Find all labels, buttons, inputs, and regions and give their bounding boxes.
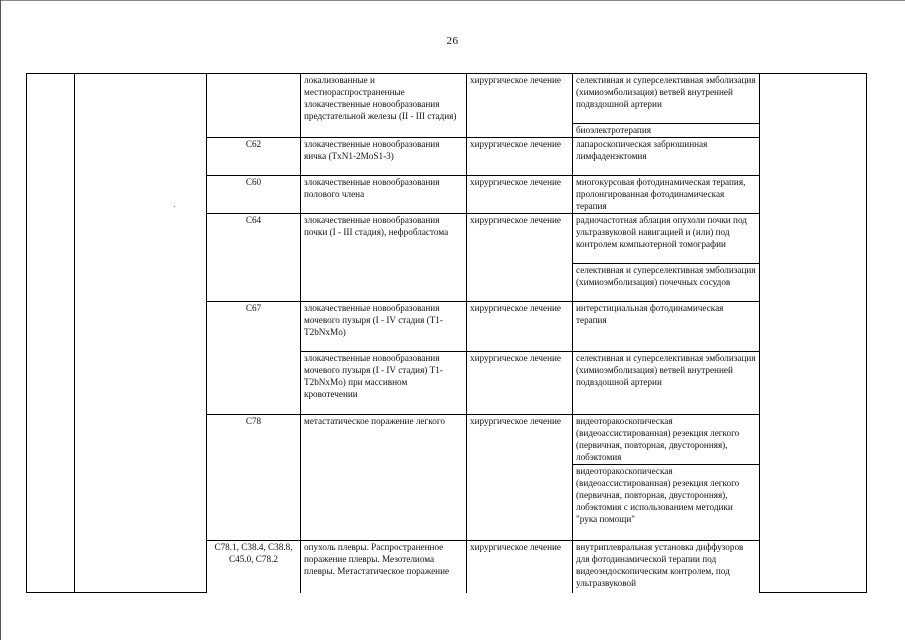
method-cell: радиочастотная аблация опухоли почки под ультразвуковой навигацией и (или) под контролем компьютерной томографии — [573, 214, 760, 264]
treatment-cell: хирургическое лечение — [467, 176, 573, 214]
diagnosis-cell: метастатическое поражение легкого — [301, 415, 467, 541]
diagnosis-cell: опухоль плевры. Распространенное поражение плевры. Мезотелиома плевры. Метастатическое поражение — [301, 541, 467, 593]
page-number: 26 — [446, 35, 459, 47]
method-cell: видеоторакоскопическая (видеоассистированная) резекция легкого (первичная, повторная, двусторонняя), лобэктомия с использованием методики "рука помощи" — [573, 465, 760, 541]
diagnosis-cell: злокачественные новообразования мочевого пузыря (I - IV стадия) T1-T2bNxMo) при массивном кровотечении — [301, 352, 467, 415]
treatment-cell: хирургическое лечение — [467, 541, 573, 593]
treatment-cell: хирургическое лечение — [467, 74, 573, 138]
icd-code: C78.1, C38.4, C38.8, C45.0, C78.2 — [207, 541, 301, 593]
page-edge-left — [0, 0, 1, 640]
col-number-cell — [27, 74, 75, 593]
treatment-cell: хирургическое лечение — [467, 415, 573, 541]
icd-code: C60 — [207, 176, 301, 214]
method-cell: интерстициальная фотодинамическая терапия — [573, 302, 760, 352]
icd-code: C67 — [207, 302, 301, 415]
icd-code: C78 — [207, 415, 301, 541]
diagnosis-cell: злокачественные новообразования мочевого пузыря (I - IV стадия (T1-T2bNxMo) — [301, 302, 467, 352]
page-edge-top — [0, 0, 905, 1]
treatment-cell: хирургическое лечение — [467, 352, 573, 415]
treatment-cell: хирургическое лечение — [467, 138, 573, 176]
method-cell: биоэлектротерапия — [573, 124, 760, 138]
method-cell: селективная и суперселективная эмболизация (химиоэмболизация) ветвей внутренней подвздошной артерии — [573, 352, 760, 415]
method-cell: видеоторакоскопическая (видеоассистированная) резекция легкого (первичная, повторная, двусторонняя), лобэктомия — [573, 415, 760, 465]
col-last-cell — [760, 74, 867, 593]
icd-code: C62 — [207, 138, 301, 176]
diagnosis-cell: злокачественные новообразования яичка (TxN1-2MoS1-3) — [301, 138, 467, 176]
diagnosis-cell: локализованные и местнораспространенные злокачественные новообразования предстательной железы (II - III стадия) — [301, 74, 467, 138]
treatment-cell: хирургическое лечение — [467, 214, 573, 302]
icd-code — [207, 74, 301, 138]
method-cell: многокурсовая фотодинамическая терапия, пролонгированная фотодинамическая терапия — [573, 176, 760, 214]
method-cell: селективная и суперселективная эмболизация (химиоэмболизация) почечных сосудов — [573, 264, 760, 302]
icd-code: C64 — [207, 214, 301, 302]
method-cell: селективная и суперселективная эмболизация (химиоэмболизация) ветвей внутренней подвздошной артерии — [573, 74, 760, 124]
method-cell: внутриплевральная установка диффузоров для фотодинамической терапии под видеоэндоскопическим контролем, под ультразвуковой — [573, 541, 760, 593]
table-row — [27, 74, 867, 124]
diagnosis-cell: злокачественные новообразования полового члена — [301, 176, 467, 214]
treatment-table — [26, 73, 867, 593]
treatment-cell: хирургическое лечение — [467, 302, 573, 352]
col-name-cell — [75, 74, 207, 593]
diagnosis-cell: злокачественные новообразования почки (I - III стадия), нефробластома — [301, 214, 467, 302]
method-cell: лапароскопическая забрюшинная лимфаденэктомия — [573, 138, 760, 176]
